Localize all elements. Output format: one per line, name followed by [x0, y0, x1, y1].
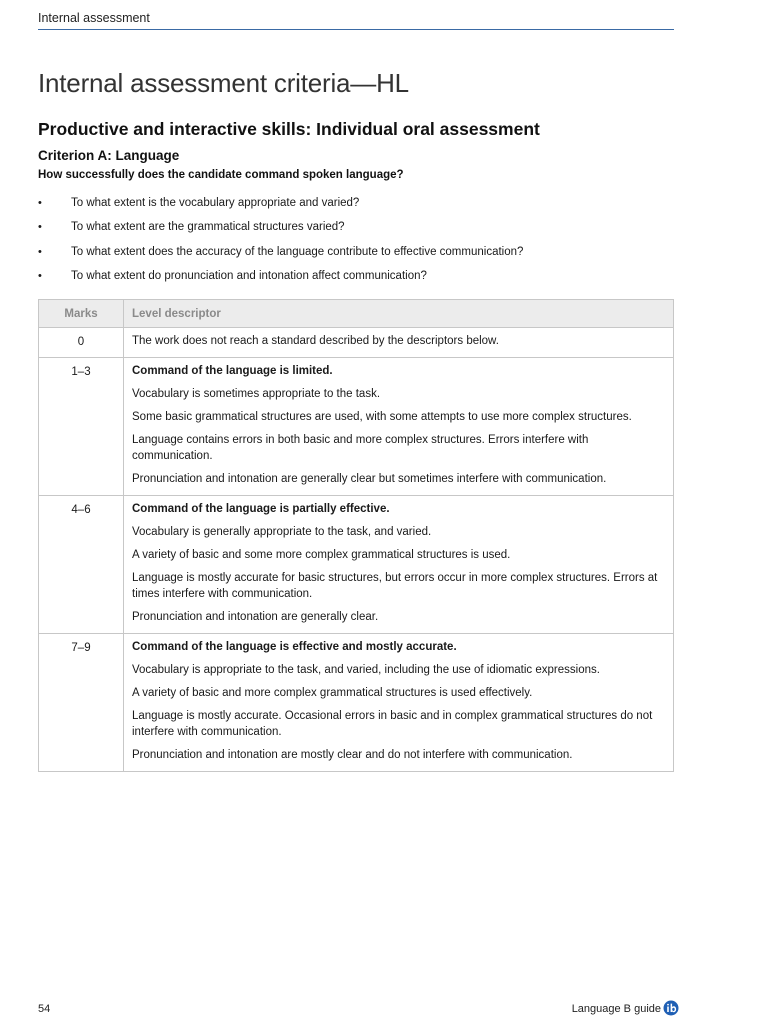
- bullet-dot-icon: •: [38, 221, 42, 234]
- descriptor-cell: [124, 496, 674, 634]
- criterion-title: Criterion A: Language: [38, 148, 180, 163]
- descriptor-cell: [124, 358, 674, 496]
- bullet-item: [38, 219, 678, 243]
- bullet-text: To what extent are the grammatical structures varied?: [71, 221, 345, 234]
- running-head: Internal assessment: [38, 11, 150, 25]
- marks-cell: 7–9: [39, 634, 124, 772]
- table-row: [39, 328, 674, 358]
- marks-cell: 0: [39, 328, 124, 358]
- bullet-dot-icon: •: [38, 269, 42, 282]
- ib-logo-icon: [663, 1000, 679, 1016]
- descriptor-heading: Command of the language is limited.: [132, 365, 333, 377]
- criterion-bullet-list: [38, 195, 678, 292]
- descriptor-line: The work does not reach a standard described by the descriptors below.: [132, 335, 499, 347]
- bullet-item: [38, 195, 678, 219]
- level-descriptor-table: [38, 299, 674, 772]
- descriptor-line: Pronunciation and intonation are generally clear but sometimes interfere with communication.: [132, 473, 607, 485]
- table-row: [39, 634, 674, 772]
- descriptor-line: Vocabulary is sometimes appropriate to the task.: [132, 388, 381, 400]
- table-row: [39, 496, 674, 634]
- descriptor-line: Language is mostly accurate. Occasional errors in basic and in complex grammatical structures do not interfere with communication.: [132, 710, 653, 738]
- table-row: [39, 358, 674, 496]
- marks-column-header: Marks: [39, 300, 124, 328]
- page-title: Internal assessment criteria—HL: [38, 68, 409, 98]
- ib-logo-i-stem: [667, 1007, 669, 1013]
- descriptor-line: A variety of basic and more complex grammatical structures is used effectively.: [132, 687, 533, 699]
- ib-logo-i-dot: [667, 1004, 669, 1006]
- descriptor-line: Vocabulary is appropriate to the task, and varied, including the use of idiomatic expressions.: [132, 664, 600, 676]
- bullet-text: To what extent does the accuracy of the language contribute to effective communication?: [71, 245, 524, 258]
- bullet-item: [38, 268, 678, 292]
- marks-cell: 1–3: [39, 358, 124, 496]
- descriptor-cell: [124, 634, 674, 772]
- bullet-item: [38, 244, 678, 268]
- page-number: 54: [38, 1003, 51, 1015]
- bullet-dot-icon: •: [38, 245, 42, 258]
- descriptor-column-header: Level descriptor: [124, 300, 674, 328]
- descriptor-heading: Command of the language is effective and mostly accurate.: [132, 641, 457, 653]
- bullet-text: To what extent is the vocabulary appropriate and varied?: [71, 197, 360, 209]
- bullet-dot-icon: •: [38, 197, 42, 209]
- descriptor-line: Some basic grammatical structures are used, with some attempts to use more complex structures.: [132, 411, 632, 423]
- descriptor-line: Pronunciation and intonation are generally clear.: [132, 611, 379, 623]
- descriptor-heading: Command of the language is partially effective.: [132, 503, 390, 515]
- descriptor-line: A variety of basic and some more complex grammatical structures is used.: [132, 549, 511, 561]
- descriptor-cell: [124, 328, 674, 358]
- header-rule: [38, 29, 674, 30]
- criterion-question: How successfully does the candidate command spoken language?: [38, 169, 404, 181]
- guide-name: Language B guide: [571, 1003, 661, 1015]
- descriptor-line: Pronunciation and intonation are mostly clear and do not interfere with communication.: [132, 749, 573, 761]
- marks-cell: 4–6: [39, 496, 124, 634]
- table-header-row: [39, 300, 674, 328]
- descriptor-line: Language contains errors in both basic and more complex structures. Errors interfere with communication.: [132, 434, 589, 462]
- descriptor-line: Vocabulary is generally appropriate to the task, and varied.: [132, 526, 432, 538]
- descriptor-line: Language is mostly accurate for basic structures, but errors occur in more complex structures. Errors at times interfere with communication.: [132, 572, 658, 600]
- bullet-text: To what extent do pronunciation and intonation affect communication?: [71, 269, 427, 282]
- section-title: Productive and interactive skills: Individual oral assessment: [38, 119, 540, 139]
